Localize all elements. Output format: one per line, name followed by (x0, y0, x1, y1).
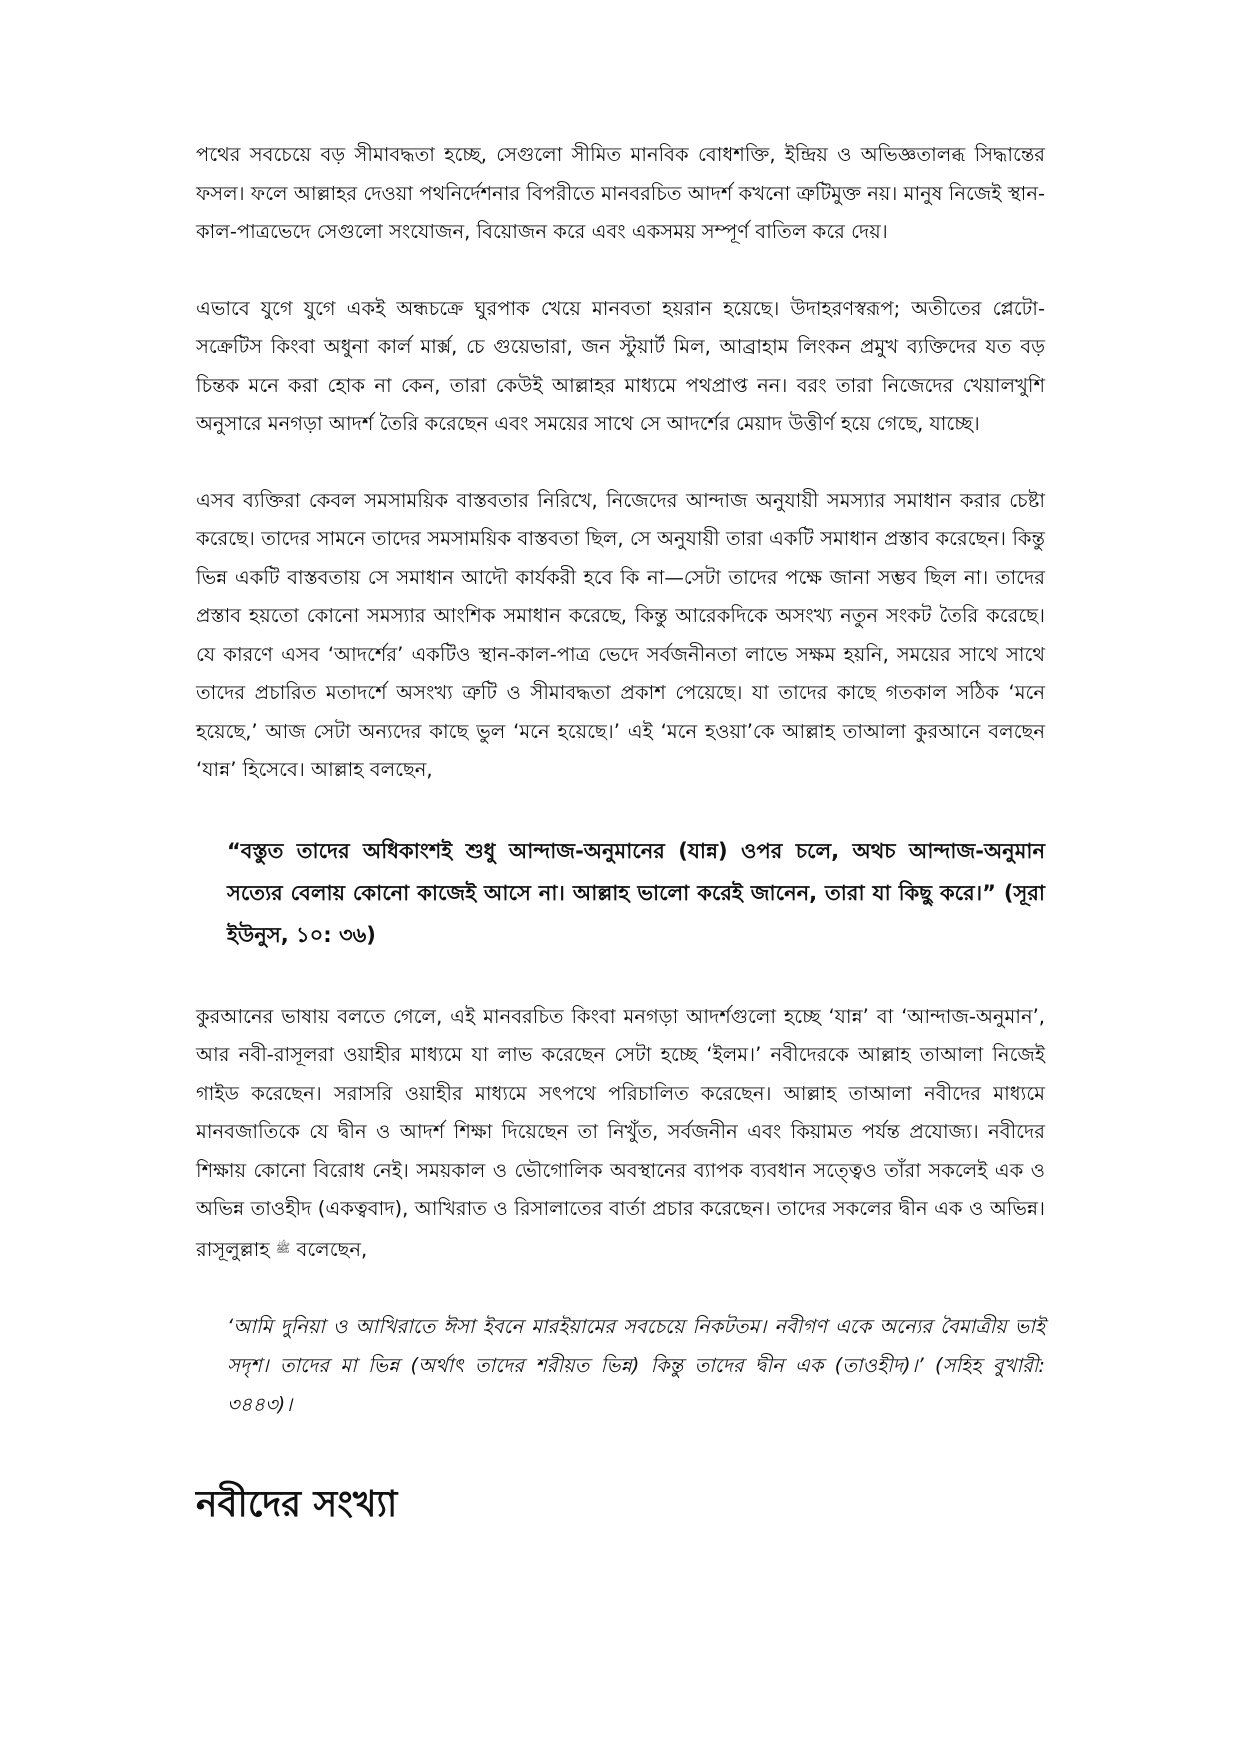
paragraph-revelation-end: বলেছেন, (296, 1237, 368, 1261)
quran-quote: “বস্তুত তাদের অধিকাংশই শুধু আন্দাজ-অনুমানের (যান্ন) ওপর চলে, অথচ আন্দাজ-অনুমান সত্যের বেলায় কোনো কাজেই আসে না। আল্লাহ ভালো করেই জানেন, তারা যা কিছু করে।” (সূরা ইউনুস, ১০: ৩৬) (227, 838, 1045, 947)
paragraph-assumptions: এসব ব্যক্তিরা কেবল সমসাময়িক বাস্তবতার নিরিখে, নিজেদের আন্দাজ অনুযায়ী সমস্যার সমাধান করার চেষ্টা করেছে। তাদের সামনে তাদের সমসাময়িক বাস্তবতা ছিল, সে অনুযায়ী তারা একটি সমাধান প্রস্তাব করেছেন। কিন্তু ভিন্ন একটি বাস্তবতায় সে সমাধান আদৌ কার্যকরী হবে কি না—সেটা তাদের পক্ষে জানা সম্ভব ছিল না। তাদের প্রস্তাব হয়তো কোনো সমস্যার আংশিক সমাধান করেছে, কিন্তু আরেকদিকে অসংখ্য নতুন সংকট তৈরি করেছে। যে কারণে এসব ‘আদর্শের’ একটিও স্থান-কাল-পাত্র ভেদে সর্বজনীনতা লাভে সক্ষম হয়নি, সময়ের সাথে সাথে তাদের প্রচারিত মতাদর্শে অসংখ্য ত্রুটি ও সীমাবদ্ধতা প্রকাশ পেয়েছে। যা তাদের কাছে গতকাল সঠিক ‘মনে হয়েছে,’ আজ সেটা অন্যদের কাছে ভুল ‘মনে হয়েছে।’ এই ‘মনে হওয়া’কে আল্লাহ তাআলা কুরআনে বলছেন ‘যান্ন’ হিসেবে। আল্লাহ বলছেন, (196, 488, 1045, 781)
paragraph-philosophers: এভাবে যুগে যুগে একই অন্ধচক্রে ঘুরপাক খেয়ে মানবতা হয়রান হয়েছে। উদাহরণস্বরূপ; অতীতের প্লেটো-সক্রেটিস কিংবা অধুনা কার্ল মার্ক্স, চে গুয়েভারা, জন স্টুয়ার্ট মিল, আব্রাহাম লিংকন প্রমুখ ব্যক্তিদের যত বড় চিন্তক মনে করা হোক না কেন, তারা কেউই আল্লাহর মাধ্যমে পথপ্রাপ্ত নন। বরং তারা নিজেদের খেয়ালখুশি অনুসারে মনগড়া আদর্শ তৈরি করেছেন এবং সময়ের সাথে সে আদর্শের মেয়াদ উত্তীর্ণ হয়ে গেছে, যাচ্ছে। (196, 296, 1045, 435)
section-heading: নবীদের সংখ্যা (196, 1484, 398, 1525)
paragraph-revelation-text: কুরআনের ভাষায় বলতে গেলে, এই মানবরচিত কিংবা মনগড়া আদর্শগুলো হচ্ছে ‘যান্ন’ বা ‘আন্দাজ-অনুমান’, আর নবী-রাসূলরা ওয়াহীর মাধ্যমে যা লাভ করেছেন সেটা হচ্ছে ‘ইলম।’ নবীদেরকে আল্লাহ তাআলা নিজেই গাইড করেছেন। সরাসরি ওয়াহীর মাধ্যমে সৎপথে পরিচালিত করেছেন। আল্লাহ তাআলা নবীদের মাধ্যমে মানবজাতিকে যে দ্বীন ও আদর্শ শিক্ষা দিয়েছেন তা নিখুঁত, সর্বজনীন এবং কিয়ামত পর্যন্ত প্রযোজ্য। নবীদের শিক্ষায় কোনো বিরোধ নেই। সময়কাল ও ভৌগোলিক অবস্থানের ব্যাপক ব্যবধান সত্ত্বেও তাঁরা সকলেই এক ও অভিন্ন তাওহীদ (একত্ববাদ), আখিরাত ও রিসালাতের বার্তা প্রচার করেছেন। তাদের সকলের দ্বীন এক ও অভিন্ন। রাসূলুল্লাহ (196, 1004, 1045, 1261)
paragraph-limitations: পথের সবচেয়ে বড় সীমাবদ্ধতা হচ্ছে, সেগুলো সীমিত মানবিক বোধশক্তি, ইন্দ্রিয় ও অভিজ্ঞতালব্ধ সিদ্ধান্তের ফসল। ফলে আল্লাহর দেওয়া পথনির্দেশনার বিপরীতে মানবরচিত আদর্শ কখনো ত্রুটিমুক্ত নয়। মানুষ নিজেই স্থান-কাল-পাত্রভেদে সেগুলো সংযোজন, বিয়োজন করে এবং একসময় সম্পূর্ণ বাতিল করে দেয়। (196, 143, 1045, 243)
document-page (196, 136, 1045, 1530)
salawat-symbol: ﷺ (275, 1240, 291, 1255)
hadith-quote: ‘আমি দুনিয়া ও আখিরাতে ঈসা ইবনে মারইয়ামের সবচেয়ে নিকটতম। নবীগণ একে অন্যের বৈমাত্রীয় ভাই সদৃশ। তাদের মা ভিন্ন (অর্থাৎ তাদের শরীয়ত ভিন্ন) কিন্তু তাদের দ্বীন এক (তাওহীদ)।’ (সহিহ বুখারী: ৩৪৪৩)। (227, 1315, 1045, 1416)
paragraph-revelation (196, 998, 1045, 1270)
